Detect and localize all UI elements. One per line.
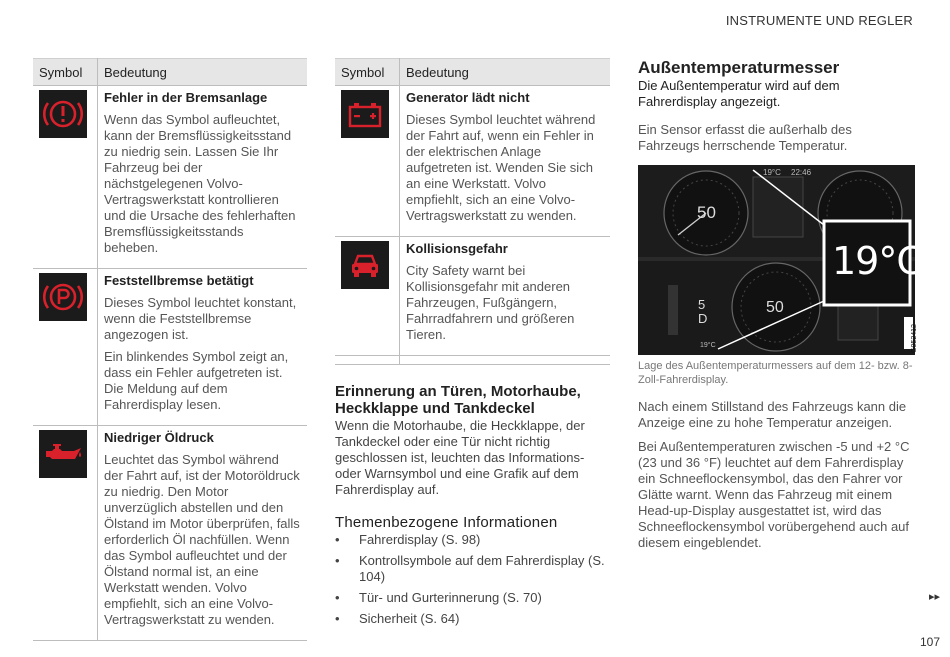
row-title: Fehler in der Bremsanlage [104,90,268,105]
list-item[interactable]: • Fahrerdisplay (S. 98) [335,532,610,548]
figure-caption: Lage des Außentemperaturmessers auf dem 12- bzw. 8-Zoll-Fahrerdisplay. [638,360,913,386]
row-text-2: Ein blinkendes Symbol zeigt an, dass ein Fehler aufgetreten ist. Die Meldung auf dem Fahrerdisplay lesen. [104,349,289,412]
col-header-symbol: Symbol [33,59,98,86]
table-row [33,86,307,269]
temp-callout: 19°C [832,239,922,283]
oil-pressure-icon [39,430,87,478]
row-title: Kollisionsgefahr [406,241,508,256]
outside-temp-p3: Bei Außentemperaturen zwischen -5 und +2 °C (23 und 36 °F) leuchtet auf dem Fahrerdisplay ein Schneeflockensymbol, das den Fahrer vor Glätte warnt. Wenn das Fahrzeug mit einem Head-up-Display ausgestattet ist, wird das Schneeflockensymbol vorübergehend auch auf diesem eingeblendet. [638,439,910,550]
outside-temp-p1: Ein Sensor erfasst die außerhalb des Fahrzeugs herrschende Temperatur. [638,122,852,153]
next-page-arrows[interactable]: ▸▸ [928,591,940,603]
symbol-table-2 [335,58,610,365]
col-header-meaning: Bedeutung [98,59,308,86]
outside-temp-p2: Nach einem Stillstand des Fahrzeugs kann die Anzeige eine zu hohe Temperatur anzeigen. [638,399,907,430]
reminder-heading: Erinnerung an Türen, Motorhaube, Heckklappe und Tankdeckel [335,383,581,417]
temp-small-top: 19°C [763,168,781,177]
collision-car-icon [341,241,389,289]
list-item[interactable]: • Sicherheit (S. 64) [335,611,610,627]
table-row [335,86,610,237]
time-top: 22:46 [791,168,812,177]
row-title: Feststellbremse betätigt [104,273,254,288]
row-text: Dieses Symbol leuchtet während der Fahrt auf, wenn ein Fehler in der elektrischen Anlage aufgetreten ist. Wenden Sie sich an eine Werkstatt. Volvo empfiehlt, sich an eine Volvo-Vertragswerkstatt zu wenden. [406,112,596,223]
row-title: Generator lädt nicht [406,90,530,105]
row-text: Leuchtet das Symbol während der Fahrt auf, ist der Motoröldruck zu niedrig. Den Motor unverzüglich abstellen und den Ölstand im Motor überprüfen, falls erforderlich Öl nachfüllen. Wenn das Symbol aufleuchtet und der Ölstand normal ist, an eine Werkstatt wenden. Volvo empfiehlt, sich an eine Volvo-Vertragswerkstatt zu wenden. [104,452,300,627]
brake-warning-icon [39,90,87,138]
display-figure [638,165,922,355]
reminder-text: Wenn die Motorhaube, die Heckklappe, der Tankdeckel oder eine Tür nicht richtig geschlossen ist, leuchten das Informations- oder Warnsymbol und eine Grafik auf dem Fahrerdisplay auf. [335,418,585,497]
page-number: 107 [919,635,940,649]
related-section [335,514,610,627]
row-text: City Safety warnt bei Kollisionsgefahr mit anderen Fahrzeugen, Fußgängern, Fahrradfahrern und größeren Tieren. [406,263,575,342]
col-header-symbol: Symbol [335,59,400,86]
table-row [33,426,307,641]
battery-icon [341,90,389,138]
speed-bottom: 50 [766,299,784,316]
related-heading: Themenbezogene Informationen [335,514,558,531]
related-list [335,532,610,627]
temp-small-bottom: 19°C [700,342,716,349]
row-text: Dieses Symbol leuchtet konstant, wenn die Feststellbremse angezogen ist. [104,295,297,342]
list-item[interactable]: • Tür- und Gurterinnerung (S. 70) [335,590,610,606]
symbol-table-1 [33,58,307,641]
reminder-section [335,383,610,498]
table-row-empty [335,356,610,365]
column-right [638,58,922,551]
drive-mode: D [698,311,708,326]
outside-temp-heading: Außentemperaturmesser [638,58,840,77]
list-item[interactable]: • Kontrollsymbole auf dem Fahrerdisplay (S. 104) [335,553,610,585]
table-row [335,237,610,356]
figure-id: G052412 [910,324,918,353]
speed-top: 50 [697,203,716,222]
gear-indicator: 5 [698,297,706,312]
column-middle [335,58,610,632]
table-row [33,269,307,426]
section-header: INSTRUMENTE UND REGLER [725,13,913,28]
row-title: Niedriger Öldruck [104,430,214,445]
outside-temp-lead: Die Außentemperatur wird auf dem Fahrerdisplay angezeigt. [638,78,840,109]
col-header-meaning: Bedeutung [400,59,611,86]
column-left [33,58,307,641]
row-text: Wenn das Symbol aufleuchtet, kann der Bremsflüssigkeitsstand zu niedrig sein. Lassen Sie Ihr Fahrzeug bei der nächstgelegenen Volvo-Vertragswerkstatt kontrollieren und die Ursache des fehlerhaften Bremsflüssigkeitsstands beheben. [104,112,296,255]
parking-brake-icon [39,273,87,321]
